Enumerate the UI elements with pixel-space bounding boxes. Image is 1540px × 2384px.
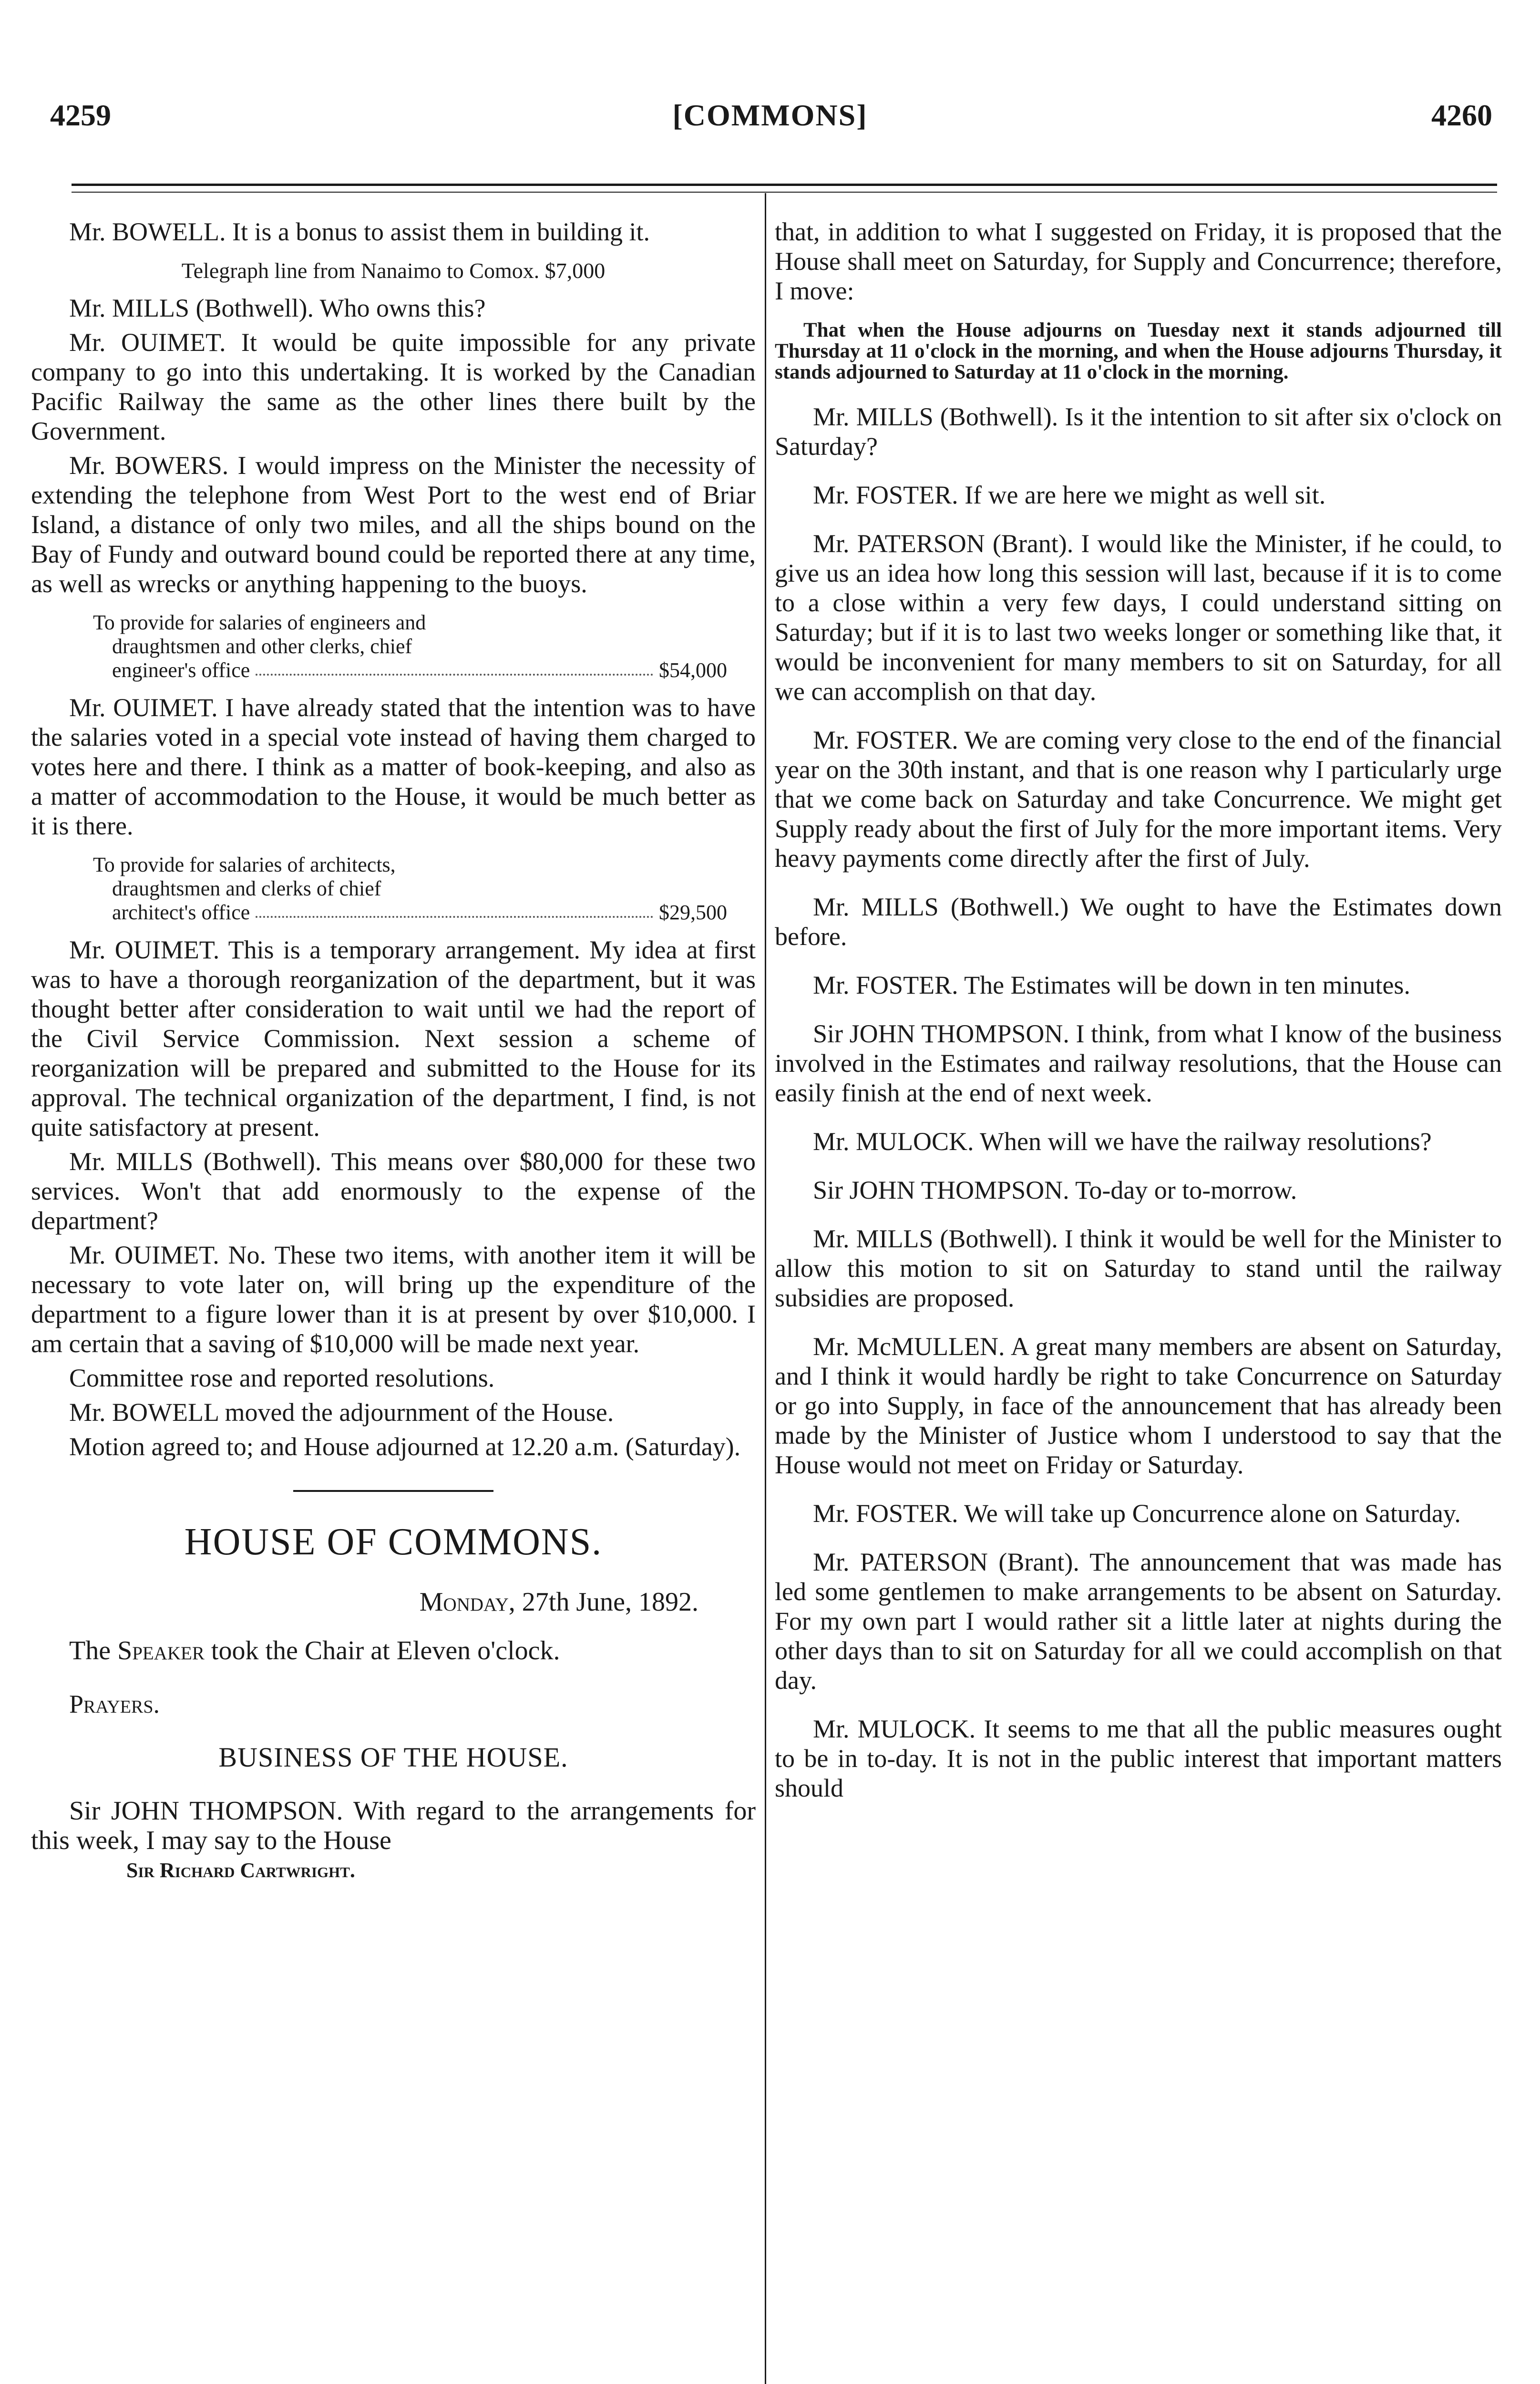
text: The bbox=[69, 1636, 111, 1665]
subsection-title: BUSINESS OF THE HOUSE. bbox=[218, 1742, 568, 1773]
estimate-line: engineer's office bbox=[112, 658, 250, 682]
estimate-line: draughtsmen and clerks of chief bbox=[112, 877, 381, 900]
paragraph: Sir JOHN THOMPSON. To-day or to-morrow. bbox=[813, 1176, 1297, 1204]
text: took the Chair at Eleven o'clock. bbox=[211, 1636, 560, 1665]
speaker-title: Speaker bbox=[117, 1636, 205, 1665]
estimate-amount: $29,500 bbox=[659, 901, 727, 924]
dot-leader bbox=[256, 658, 653, 676]
sitting-date bbox=[31, 1587, 756, 1617]
paragraph: Mr. MILLS (Bothwell). I think it would be well for the Minister to allow this motion to sit on Saturday to stand until the railway subsidies are proposed. bbox=[775, 1224, 1502, 1312]
estimate-amount: $54,000 bbox=[659, 658, 727, 682]
header-rule bbox=[72, 184, 1497, 186]
paragraph: Mr. PATERSON (Brant). The announcement that was made has led some gentlemen to make arrangements to be absent on Saturday. For my own part I would rather sit a little later at nights during the other days than to sit on Saturday for all we could accomplish on that day. bbox=[775, 1548, 1502, 1695]
paragraph: Committee rose and reported resolutions. bbox=[69, 1364, 495, 1392]
paragraph: Mr. McMULLEN. A great many members are absent on Saturday, and I think it would hardly be right to take Concurrence on Saturday or go into Supply, in face of the announcement that has already been made by the Minister of Justice whom I understood to say that the House would not meet on Friday or Saturday. bbox=[775, 1332, 1502, 1479]
paragraph: Mr. MULOCK. It seems to me that all the public measures ought to be in to-day. It is not in the public interest that important matters should bbox=[775, 1715, 1502, 1802]
page-header bbox=[38, 98, 1502, 150]
paragraph: Mr. OUIMET. This is a temporary arrangement. My idea at first was to have a thorough reorganization of the department, but it was thought better after consideration to wait until we had the report of the Civil Service Commission. Next session a scheme of reorganization will be prepared and submitted to the House for its approval. The technical organization of the department, I find, is not quite satisfactory at present. bbox=[31, 935, 756, 1141]
date-day: Monday, bbox=[419, 1587, 515, 1617]
date-text: 27th June, 1892. bbox=[522, 1587, 698, 1617]
estimate-item bbox=[31, 611, 756, 682]
paragraph: Mr. BOWERS. I would impress on the Minister the necessity of extending the telephone from West Port to the west end of Briar Island, a distance of only two miles, and all the ships bound on the Bay of Fundy and outward bound could be reported there at any time, as well as wrecks or anything happening to the buoys. bbox=[31, 451, 756, 598]
left-column bbox=[31, 217, 756, 1881]
motion-text: That when the House adjourns on Tuesday next it stands adjourned till Thursday at 11 o'clock in the morning, and when the House adjourns Thursday, it stands adjourned to Saturday at 11 o'clock in the morning. bbox=[775, 319, 1502, 383]
prayers: Prayers. bbox=[69, 1690, 160, 1718]
estimate-line: draughtsmen and other clerks, chief bbox=[112, 635, 412, 658]
paragraph: Mr. MILLS (Bothwell.) We ought to have the Estimates down before. bbox=[775, 893, 1502, 951]
paragraph: Mr. FOSTER. We will take up Concurrence alone on Saturday. bbox=[813, 1499, 1461, 1528]
paragraph: Mr. BOWELL moved the adjournment of the House. bbox=[69, 1398, 614, 1427]
page-number-left: 4259 bbox=[50, 98, 111, 132]
paragraph: that, in addition to what I suggested on Friday, it is proposed that the House shall meet on Saturday, for Supply and Concurrence; therefore, I move: bbox=[775, 217, 1502, 305]
estimate-item bbox=[31, 853, 756, 925]
paragraph: Mr. OUIMET. It would be quite impossible for any private company to go into this undertaking. It is worked by the Canadian Pacific Railway the same as the other lines there built by the Government. bbox=[31, 328, 756, 445]
column-divider bbox=[765, 193, 766, 2384]
estimate-line: architect's office bbox=[112, 901, 250, 924]
running-title: [COMMONS] bbox=[672, 98, 868, 132]
paragraph: Mr. MILLS (Bothwell). This means over $80,000 for these two services. Won't that add enormously to the expense of the department? bbox=[31, 1147, 756, 1235]
estimate-line: To provide for salaries of engineers and bbox=[93, 611, 426, 634]
right-column bbox=[775, 217, 1502, 1808]
paragraph: Mr. OUIMET. No. These two items, with another item it will be necessary to vote later on, will bring up the expenditure of the department to a figure lower than it is at present by over $10,000. I am certain that a saving of $10,000 will be made next year. bbox=[31, 1241, 756, 1358]
paragraph: Mr. MILLS (Bothwell). Is it the intention to sit after six o'clock on Saturday? bbox=[775, 402, 1502, 461]
paragraph: Sir JOHN THOMPSON. I think, from what I know of the business involved in the Estimates and railway resolutions, that the House can easily finish at the end of next week. bbox=[775, 1019, 1502, 1107]
estimate-item: Telegraph line from Nanaimo to Comox. $7,000 bbox=[181, 258, 606, 283]
paragraph: Mr. FOSTER. If we are here we might as well sit. bbox=[813, 481, 1326, 509]
speaker-line bbox=[31, 1636, 756, 1665]
header-rule-thin bbox=[72, 192, 1497, 193]
paragraph: Mr. FOSTER. The Estimates will be down in ten minutes. bbox=[813, 971, 1410, 999]
marginal-note: Sir Richard Cartwright. bbox=[126, 1859, 355, 1882]
paragraph: Mr. MILLS (Bothwell). Who owns this? bbox=[69, 294, 486, 322]
section-title: HOUSE OF COMMONS. bbox=[184, 1521, 603, 1563]
paragraph: Mr. PATERSON (Brant). I would like the Minister, if he could, to give us an idea how long this session will last, because if it is to come to a close within a very few days, I could understand sitting on Saturday; but if it is to last two weeks longer or something like that, it would be inconvenient for many members to sit on Saturday, for all we can accomplish on that day. bbox=[775, 529, 1502, 706]
paragraph: Motion agreed to; and House adjourned at 12.20 a.m. (Saturday). bbox=[69, 1432, 741, 1461]
paragraph: Mr. MULOCK. When will we have the railway resolutions? bbox=[813, 1127, 1432, 1156]
estimate-line: To provide for salaries of architects, bbox=[93, 853, 396, 876]
dot-leader bbox=[256, 901, 653, 918]
paragraph: Mr. FOSTER. We are coming very close to the end of the financial year on the 30th instant, and that is one reason why I particularly urge that we come back on Saturday and take Concurrence. We might get Supply ready about the first of July for the more important items. Very heavy payments come directly after the first of July. bbox=[775, 726, 1502, 873]
paragraph: Mr. OUIMET. I have already stated that the intention was to have the salaries voted in a special vote instead of having them charged to votes here and there. I think as a matter of book-keeping, and also as a matter of accommodation to the House, it would be much better as it is there. bbox=[31, 693, 756, 840]
section-rule bbox=[293, 1490, 493, 1492]
paragraph: Mr. BOWELL. It is a bonus to assist them in building it. bbox=[69, 217, 650, 246]
paragraph: Sir JOHN THOMPSON. With regard to the arrangements for this week, I may say to the House bbox=[31, 1796, 756, 1855]
page-number-right: 4260 bbox=[1431, 98, 1492, 132]
